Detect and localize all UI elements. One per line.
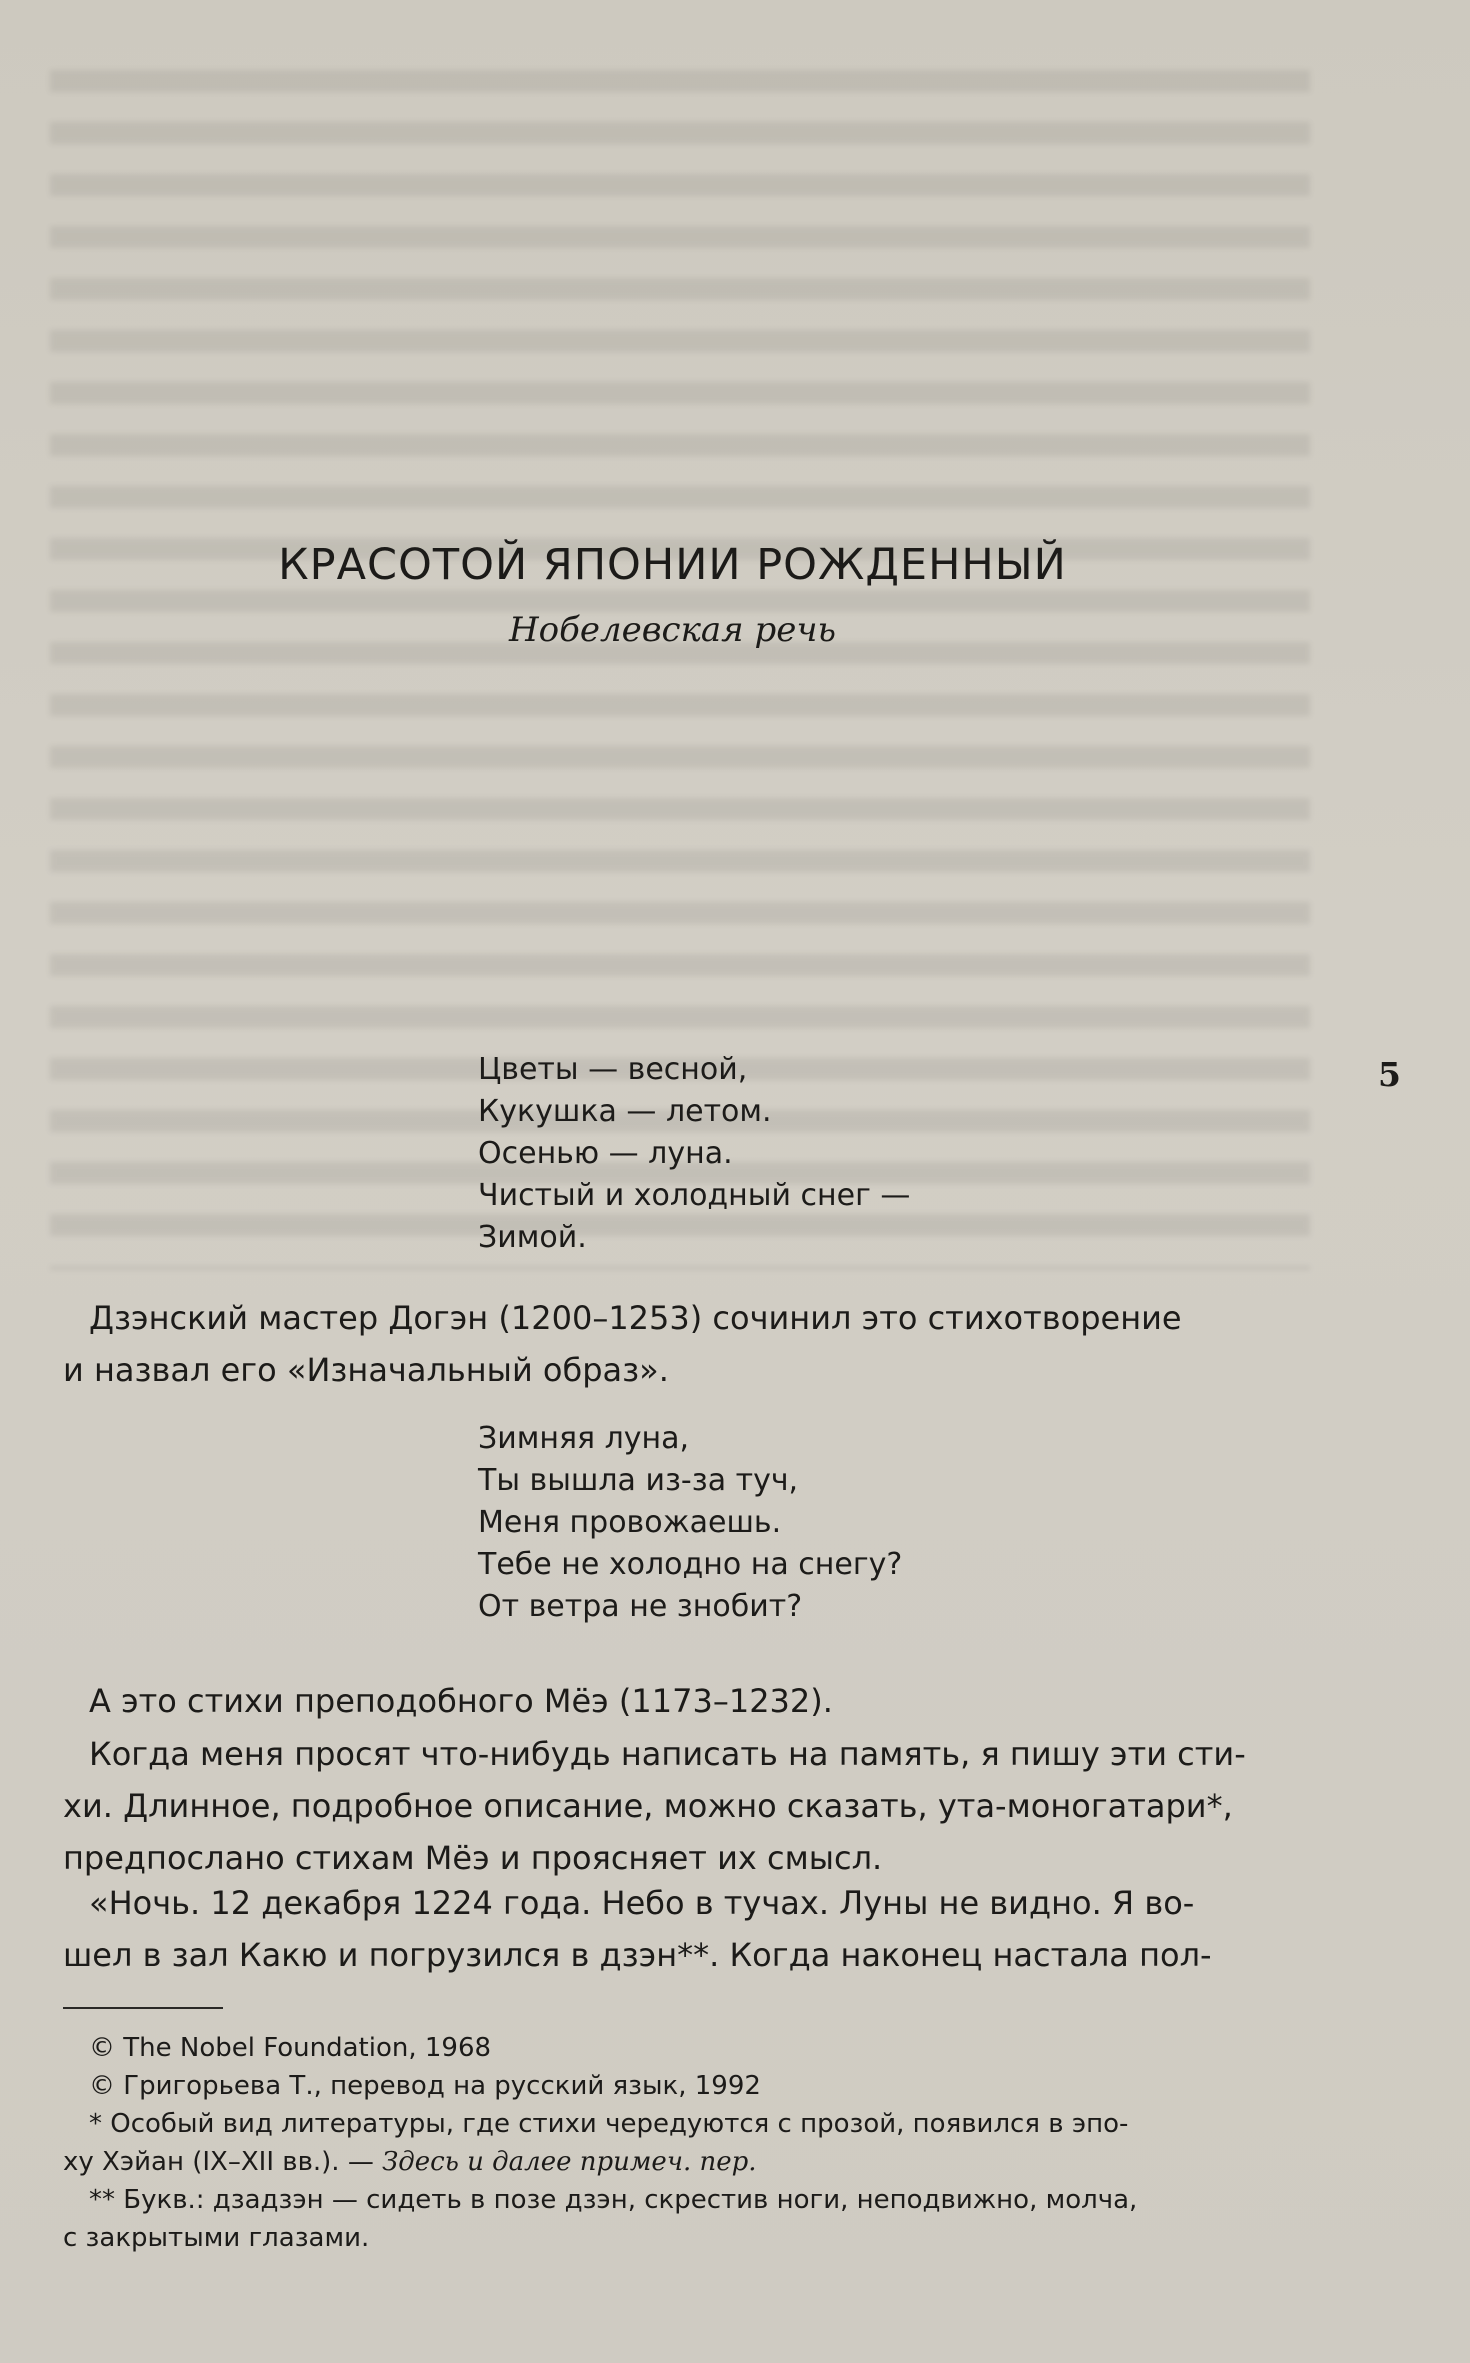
paragraph-line: Когда меня просят что-нибудь написать на память, я пишу эти сти- (89, 1735, 1246, 1773)
poem-line: Меня провожаешь. (478, 1505, 782, 1540)
paragraph-line: А это стихи преподобного Мёэ (1173–1232). (89, 1682, 833, 1720)
poem-line: Осенью — луна. (478, 1136, 733, 1171)
footnote-text: ху Хэйан (IX–XII вв.). — (63, 2147, 383, 2177)
poem-line: Цветы — весной, (478, 1052, 748, 1087)
footnote-line: ** Букв.: дзадзэн — сидеть в позе дзэн, скрестив ноги, неподвижно, молча, (89, 2185, 1138, 2215)
paragraph-night (63, 1877, 1307, 1981)
footnote-line (63, 2143, 1307, 2181)
paragraph-line: хи. Длинное, подробное описание, можно сказать, ута-моногатари*, (63, 1787, 1233, 1825)
paragraph-line: Дзэнский мастер Догэн (1200–1253) сочинил это стихотворение (89, 1299, 1182, 1337)
poem-line: Кукушка — летом. (478, 1094, 772, 1129)
paragraph-line: и назвал его «Изначальный образ». (63, 1351, 669, 1389)
paragraph-line: предпослано стихам Мёэ и проясняет их смысл. (63, 1839, 883, 1877)
footnote-line: * Особый вид литературы, где стихи чередуются с прозой, появился в эпо- (89, 2109, 1129, 2139)
page-number: 5 (1378, 1055, 1401, 1094)
paragraph-line: шел в зал Какю и погрузился в дзэн**. Когда наконец настала пол- (63, 1936, 1212, 1974)
poem-dogen (478, 1049, 910, 1259)
paragraph-dogen (63, 1292, 1307, 1396)
poem-line: Ты вышла из-за туч, (478, 1463, 799, 1498)
poem-myoe (478, 1418, 902, 1628)
paragraph-line: «Ночь. 12 декабря 1224 года. Небо в тучах. Луны не видно. Я во- (89, 1884, 1195, 1922)
footnote-line: с закрытыми глазами. (63, 2223, 370, 2253)
poem-line: Зимой. (478, 1220, 587, 1255)
copyright-line: © Григорьева Т., перевод на русский язык, 1992 (89, 2071, 761, 2101)
copyright-line: © The Nobel Foundation, 1968 (89, 2033, 492, 2063)
poem-line: От ветра не знобит? (478, 1589, 803, 1624)
poem-line: Тебе не холодно на снегу? (478, 1547, 903, 1582)
chapter-subtitle: Нобелевская речь (508, 610, 837, 650)
poem-line: Чистый и холодный снег — (478, 1178, 911, 1213)
footnote-italic-text: Здесь и далее примеч. пер. (382, 2147, 757, 2177)
footnotes (63, 2029, 1307, 2257)
footnote-divider (63, 2007, 223, 2009)
paragraph-myoe-intro (63, 1675, 1307, 1727)
paragraph-memory (63, 1728, 1307, 1884)
poem-line: Зимняя луна, (478, 1421, 690, 1456)
chapter-title: КРАСОТОЙ ЯПОНИИ РОЖДЕННЫЙ (278, 540, 1067, 590)
